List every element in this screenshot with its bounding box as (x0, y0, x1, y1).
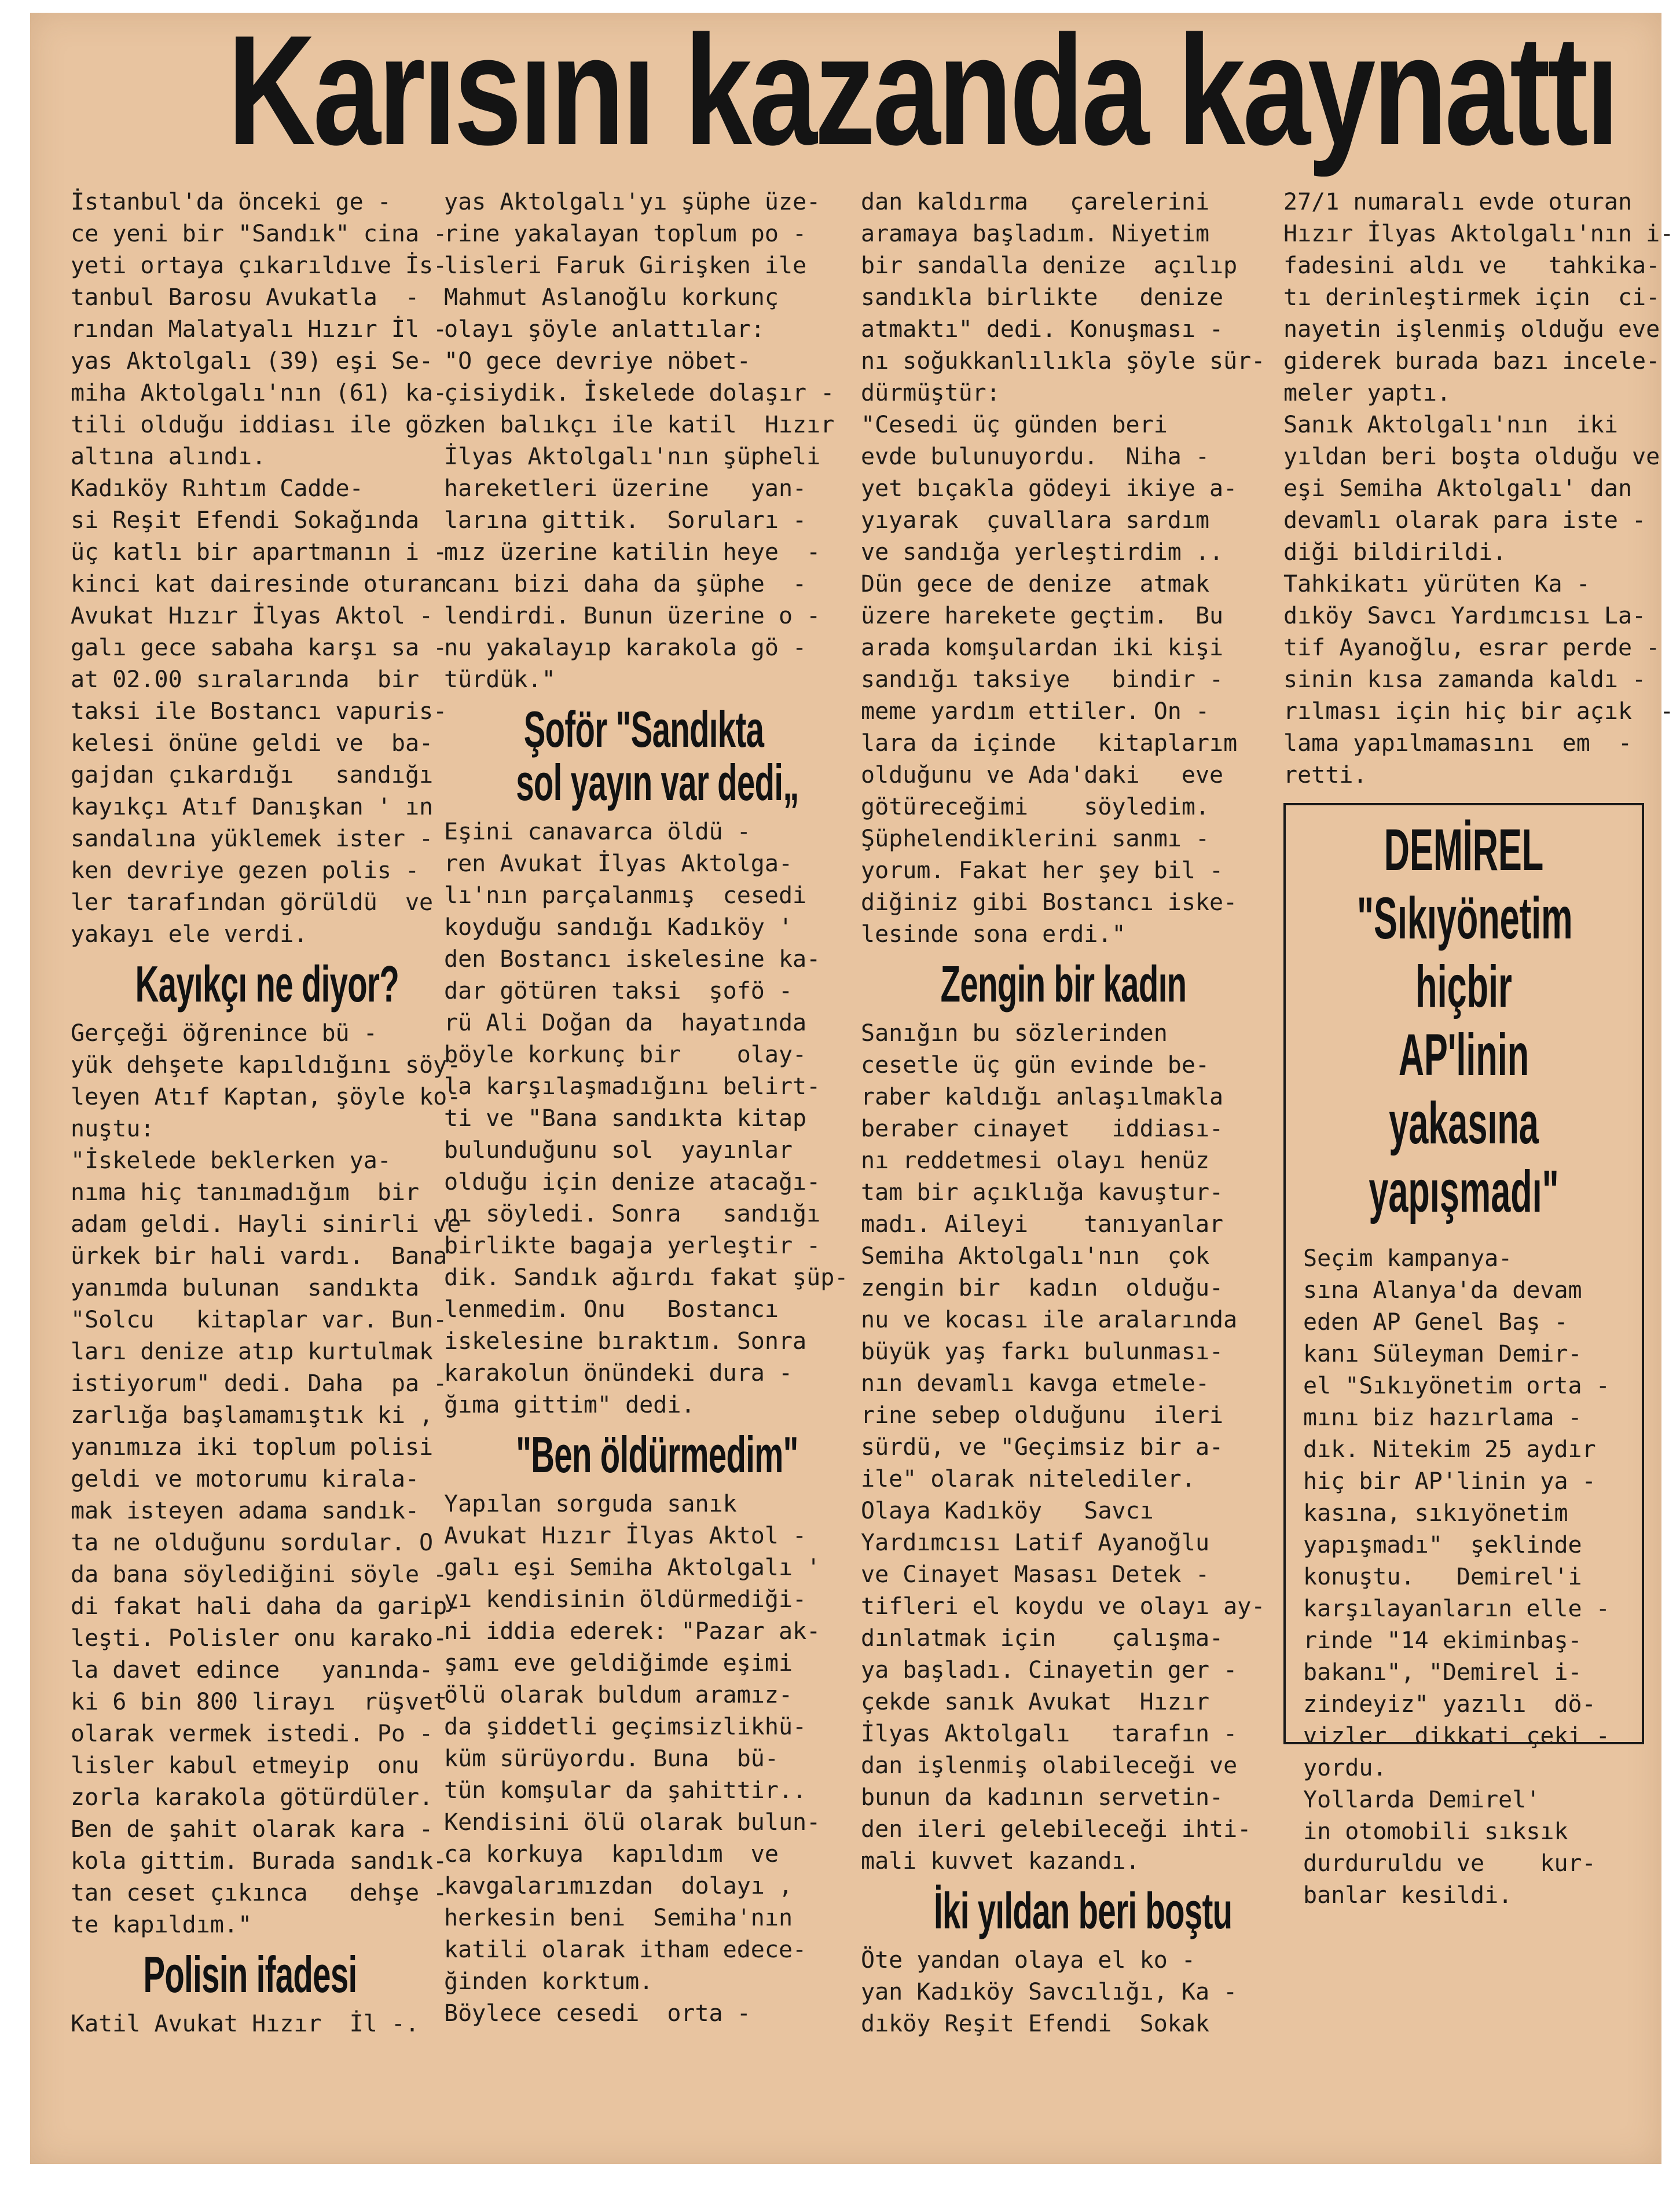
text-line: dınlatmak için çalışma- (861, 1625, 1224, 1652)
article-column-3 (861, 186, 1266, 2040)
text-line: meler yaptı. (1283, 380, 1451, 406)
text-line: taksi ile Bostancı vapuris- (71, 698, 447, 725)
text-line: Avukat Hızır İlyas Aktol - (71, 603, 434, 629)
text-line: ken balıkçı ile katil Hızır (444, 412, 835, 438)
text-line: rine yakalayan toplum po - (444, 221, 807, 247)
text-line: ile" olarak nitelediler. (861, 1466, 1195, 1492)
text-line: istiyorum" dedi. Daha pa - (71, 1370, 447, 1397)
text-line: larına gittik. Soruları - (444, 507, 807, 534)
text-line: atmaktı" dedi. Konuşması - (861, 316, 1224, 343)
text-line: galı eşi Semiha Aktolgalı ' (444, 1554, 821, 1581)
text-line: nu ve kocası ile aralarında (861, 1307, 1238, 1333)
article-column-4 (1283, 186, 1674, 1909)
text-line: sandığı taksiye bindir - (861, 666, 1224, 693)
text-line: ni iddia ederek: "Pazar ak- (444, 1618, 821, 1645)
text-line: dık. Nitekim 25 aydır (1303, 1436, 1596, 1463)
text-line: bir sandalla denize açılıp (861, 252, 1238, 279)
text-line: Mahmut Aslanoğlu korkunç (444, 284, 779, 311)
text-line: nı reddetmesi olayı henüz (861, 1147, 1210, 1174)
box-headline: AP'linin (1398, 1022, 1529, 1088)
text-line: nın devamlı kavga etmele- (861, 1370, 1210, 1397)
text-line: tif Ayanoğlu, esrar perde - (1283, 634, 1660, 661)
text-line: kelesi önüne geldi ve ba- (71, 730, 434, 757)
text-line: fadesini aldı ve tahkika- (1283, 252, 1660, 279)
text-line: lı'nın parçalanmış cesedi (444, 882, 807, 909)
text-line: galı gece sabaha karşı sa - (71, 634, 447, 661)
text-line: lenmedim. Onu Bostancı (444, 1296, 779, 1323)
text-line: Hızır İlyas Aktolgalı'nın i- (1283, 221, 1674, 247)
text-line: yanımıza iki toplum polisi (71, 1434, 434, 1461)
text-line: madı. Aileyi tanıyanlar (861, 1211, 1224, 1238)
text-line: sinin kısa zamanda kaldı - (1283, 666, 1646, 693)
text-line: devamlı olarak para iste - (1283, 507, 1646, 534)
demirel-sidebar-box (1283, 803, 1644, 1909)
text-line: altına alındı. (71, 443, 266, 470)
text-line: mak isteyen adama sandık- (71, 1498, 420, 1524)
text-line: "Cesedi üç günden beri (861, 412, 1168, 438)
text-line: Gerçeği öğrenince bü - (71, 1020, 377, 1047)
text-line: nayetin işlenmiş olduğu eve (1283, 316, 1660, 343)
text-line: la karşılaşmadığını belirt- (444, 1073, 821, 1100)
subheading: Polisin ifadesi (143, 1946, 357, 2003)
text-line: katili olarak itham edece- (444, 1936, 807, 1963)
text-line: durduruldu ve kur- (1303, 1850, 1596, 1877)
text-line: ğinden korktum. (444, 1968, 654, 1995)
paragraph (444, 1488, 843, 1998)
text-line: Sanık Aktolgalı'nın iki (1283, 412, 1618, 438)
text-line: diği bildirildi. (1283, 539, 1507, 566)
text-line: yıyarak çuvallara sardım (861, 507, 1210, 534)
lead-paragraph (71, 186, 475, 473)
text-line: dıköy Savcı Yardımcısı La- (1283, 603, 1646, 629)
subheading: İki yıldan beri boştu (934, 1882, 1233, 1939)
text-line: Ben de şahit olarak kara - (71, 1816, 434, 1843)
text-line: karşılayanların elle - (1303, 1596, 1610, 1622)
text-line: Eşini canavarca öldü - (444, 819, 751, 845)
paragraph (444, 346, 843, 696)
text-line: canı bizi daha da şüphe - (444, 571, 807, 597)
text-line: mız üzerine katilin heye - (444, 539, 821, 566)
text-line: miha Aktolgalı'nın (61) ka- (71, 380, 447, 406)
text-line: Öte yandan olaya el ko - (861, 1947, 1195, 1974)
text-line: adam geldi. Hayli sinirli ve (71, 1211, 461, 1238)
text-line: hiç bir AP'linin ya - (1303, 1468, 1596, 1495)
text-line: Olaya Kadıköy Savcı (861, 1498, 1154, 1524)
text-line: la davet edince yanında- (71, 1657, 434, 1683)
text-line: olduğunu ve Ada'daki eve (861, 762, 1224, 788)
text-line: yorum. Fakat her şey bil - (861, 857, 1224, 884)
text-line: "Solcu kitaplar var. Bun- (71, 1307, 447, 1333)
text-line: Dün gece de denize atmak (861, 571, 1210, 597)
text-line: 27/1 numaralı evde oturan (1283, 189, 1633, 215)
text-line: ta ne olduğunu sordular. O (71, 1530, 434, 1556)
text-line: ürkek bir hali vardı. Bana (71, 1243, 447, 1270)
text-line: ğıma gittim" dedi. (444, 1392, 695, 1418)
paragraph (1283, 409, 1660, 568)
text-line: dan işlenmiş olabileceği ve (861, 1752, 1238, 1779)
text-line: Katil Avukat Hızır İl -. (71, 2011, 420, 2037)
text-line: vizler dikkati çeki - (1303, 1723, 1610, 1749)
text-line: İlyas Aktolgalı'nın şüpheli (444, 443, 821, 470)
box-headline: DEMİREL (1384, 817, 1544, 883)
text-line: ce yeni bir "Sandık" cina - (71, 221, 447, 247)
text-line: sürdü, ve "Geçimsiz bir a- (861, 1434, 1224, 1461)
text-line: Semiha Aktolgalı'nın çok (861, 1243, 1210, 1270)
text-line: Seçim kampanya- (1303, 1245, 1513, 1272)
text-line: türdük." (444, 666, 556, 693)
paragraph (444, 816, 849, 1421)
text-line: "O gece devriye nöbet- (444, 348, 751, 375)
text-line: büyük yaş farkı bulunması- (861, 1338, 1224, 1365)
box-headline: hiçbir (1415, 953, 1512, 1019)
text-line: zorla karakola götürdüler. (71, 1784, 434, 1811)
text-line: bakanı", "Demirel i- (1303, 1659, 1582, 1686)
text-line: yas Aktolgalı (39) eşi Se- (71, 348, 434, 375)
text-line: Yollarda Demirel' (1303, 1787, 1540, 1813)
text-line: olayı şöyle anlattılar: (444, 316, 765, 343)
paragraph (71, 473, 447, 951)
text-line: koyduğu sandığı Kadıköy ' (444, 914, 793, 941)
text-line: at 02.00 sıralarında bir (71, 666, 420, 693)
box-body (1303, 1243, 1642, 1912)
text-line: leşti. Polisler onu karako- (71, 1625, 447, 1652)
text-line: tün komşular da şahittir.. (444, 1777, 807, 1804)
text-line: nı soğukkanlılıkla şöyle sür- (861, 348, 1265, 375)
text-line: Şüphelendiklerini sanmı - (861, 826, 1210, 852)
text-line: ki 6 bin 800 lirayı rüşvet (71, 1689, 447, 1715)
text-line: üzere harekete geçtim. Bu (861, 603, 1224, 629)
text-line: ve Cinayet Masası Detek - (861, 1561, 1210, 1588)
text-line: da şiddetli geçimsizlikhü- (444, 1714, 807, 1740)
text-line: kola gittim. Burada sandık- (71, 1848, 447, 1875)
text-line: Sanığın bu sözlerinden (861, 1020, 1168, 1047)
text-line: dıköy Reşit Efendi Sokak (861, 2011, 1210, 2037)
text-line: banlar kesildi. (1303, 1882, 1513, 1909)
text-line: in otomobili sıksık (1303, 1818, 1568, 1845)
text-line: olarak vermek istedi. Po - (71, 1721, 434, 1747)
text-line: yan Kadıköy Savcılığı, Ka - (861, 1979, 1238, 2005)
box-headline: yakasına (1389, 1090, 1539, 1156)
text-line: cesetle üç gün evinde be- (861, 1052, 1210, 1079)
text-line: rinde "14 ekiminbaş- (1303, 1627, 1582, 1654)
text-line: rılması için hiç bir açık - (1283, 698, 1674, 725)
text-line: dürmüştür: (861, 380, 1000, 406)
text-line: evde bulunuyordu. Niha - (861, 443, 1210, 470)
text-line: Tahkikatı yürüten Ka - (1283, 571, 1590, 597)
text-line: nı söyledi. Sonra sandığı (444, 1201, 821, 1227)
subheading: sol yayın var dedi„ (516, 754, 799, 811)
text-line: böyle korkunç bir olay- (444, 1041, 807, 1068)
text-line: eden AP Genel Baş - (1303, 1309, 1568, 1336)
paragraph (861, 186, 1266, 409)
subheading: Şoför "Sandıkta (523, 700, 764, 758)
text-line: nuştu: (71, 1116, 155, 1142)
text-line: gajdan çıkardığı sandığı (71, 762, 434, 788)
text-line: lisler kabul etmeyip onu (71, 1752, 420, 1779)
text-line: çisiydik. İskelede dolaşır - (444, 380, 835, 406)
text-line: ca korkuya kapıldım ve (444, 1841, 779, 1868)
text-line: kayıkçı Atıf Danışkan ' ın (71, 794, 434, 820)
text-line: yeti ortaya çıkarıldıve İs- (71, 252, 447, 279)
text-line: bulunduğunu sol yayınlar (444, 1137, 793, 1164)
paragraph (71, 1145, 461, 1941)
article-column-2 (444, 186, 849, 2030)
text-line: lama yapılmamasını em - (1283, 730, 1633, 757)
text-line: ölü olarak buldum aramız- (444, 1682, 793, 1708)
text-line: tan ceset çıkınca dehşe - (71, 1880, 447, 1906)
paragraph (1303, 1784, 1642, 1912)
text-line: herkesin beni Semiha'nın (444, 1905, 793, 1931)
text-line: di fakat hali daha da garip- (71, 1593, 461, 1620)
text-line: üç katlı bir apartmanın i - (71, 539, 447, 566)
subheading: Zengin bir kadın (940, 955, 1187, 1013)
text-line: meme yardım ettiler. On - (861, 698, 1210, 725)
box-headline: yapışmadı" (1369, 1158, 1559, 1224)
paragraph (1283, 568, 1674, 791)
text-line: tili olduğu iddiası ile göz - (71, 412, 475, 438)
text-line: rü Ali Doğan da hayatında (444, 1010, 807, 1036)
paragraph (861, 1495, 1266, 1877)
paragraph (861, 1945, 1266, 2040)
text-line: birlikte bagaja yerleştir - (444, 1233, 821, 1259)
text-line: diğiniz gibi Bostancı iske- (861, 889, 1238, 916)
text-line: sandalına yüklemek ister - (71, 826, 434, 852)
paragraph (861, 1018, 1266, 1495)
text-line: den Bostancı iskelesine ka- (444, 946, 821, 973)
text-line: raber kaldığı anlaşılmakla (861, 1084, 1224, 1110)
text-line: eşi Semiha Aktolgalı' dan (1283, 475, 1633, 502)
text-line: yakayı ele verdi. (71, 921, 308, 948)
text-line: yanımda bulunan sandıkta (71, 1275, 420, 1301)
text-line: te kapıldım." (71, 1912, 252, 1938)
text-line: ren Avukat İlyas Aktolga- (444, 850, 793, 877)
text-line: karakolun önündeki dura - (444, 1360, 793, 1387)
text-line: el "Sıkıyönetim orta - (1303, 1373, 1610, 1399)
text-line: ve sandığa yerleştirdim .. (861, 539, 1224, 566)
text-line: geldi ve motorumu kirala- (71, 1466, 420, 1492)
text-line: tifleri el koydu ve olayı ay- (861, 1593, 1265, 1620)
text-line: beraber cinayet iddiası- (861, 1116, 1224, 1142)
text-line: zindeyiz" yazılı dö- (1303, 1691, 1596, 1718)
text-line: iskelesine bıraktım. Sonra (444, 1328, 807, 1355)
article-column-1 (71, 186, 475, 2040)
text-line: olduğu için denize atacağı- (444, 1169, 821, 1195)
paragraph (1283, 186, 1674, 409)
text-line: İstanbul'da önceki ge - (71, 189, 391, 215)
paragraph (71, 2008, 430, 2040)
text-line: zarlığa başlamamıştık ki , (71, 1402, 434, 1429)
text-line: nıma hiç tanımadığım bir (71, 1179, 420, 1206)
text-line: hareketleri üzerine yan- (444, 475, 807, 502)
text-line: çekde sanık Avukat Hızır (861, 1689, 1210, 1715)
text-line: Yardımcısı Latif Ayanoğlu (861, 1530, 1210, 1556)
text-line: ler tarafından görüldü ve (71, 889, 434, 916)
paragraph (1303, 1243, 1642, 1784)
text-line: Yapılan sorguda sanık (444, 1491, 737, 1517)
paragraph (861, 409, 1266, 951)
text-line: kinci kat dairesinde oturan (71, 571, 447, 597)
text-line: ti ve "Bana sandıkta kitap (444, 1105, 807, 1132)
text-line: rından Malatyalı Hızır İl - (71, 316, 447, 343)
text-line: dan kaldırma çarelerini (861, 189, 1210, 215)
text-line: küm sürüyordu. Buna bü- (444, 1745, 779, 1772)
text-line: zengin bir kadın olduğu- (861, 1275, 1224, 1301)
text-line: tı derinleştirmek için ci- (1283, 284, 1660, 311)
text-line: tam bir açıklığa kavuştur- (861, 1179, 1224, 1206)
text-line: sına Alanya'da devam (1303, 1277, 1582, 1304)
text-line: yapışmadı" şeklinde (1303, 1532, 1582, 1558)
text-line: mını biz hazırlama - (1303, 1404, 1582, 1431)
subheading: "Ben öldürmedim" (516, 1426, 798, 1483)
text-line: da bana söylediğini söyle - (71, 1561, 447, 1588)
text-line: giderek burada bazı incele- (1283, 348, 1660, 375)
text-line: yordu. (1303, 1755, 1387, 1781)
headline: Karısını kazanda kaynattı (228, 3, 1617, 178)
text-line: yet bıçakla gödeyi ikiye a- (861, 475, 1238, 502)
text-line: kasına, sıkıyönetim (1303, 1500, 1568, 1527)
text-line: götüreceğimi söyledim. (861, 794, 1210, 820)
text-line: ya başladı. Cinayetin ger - (861, 1657, 1238, 1683)
text-line: Kadıköy Rıhtım Cadde- (71, 475, 364, 502)
text-line: bunun da kadının servetin- (861, 1784, 1224, 1811)
paragraph (444, 186, 843, 346)
text-line: şamı eve geldiğimde eşimi (444, 1650, 793, 1677)
subheading: Kayıkçı ne diyor? (135, 955, 399, 1013)
text-line: aramaya başladım. Niyetim (861, 221, 1210, 247)
text-line: dik. Sandık ağırdı fakat şüp- (444, 1264, 849, 1291)
text-line: yıldan beri boşta olduğu ve (1283, 443, 1660, 470)
text-line: ları denize atıp kurtulmak (71, 1338, 434, 1365)
text-line: Kendisini ölü olarak bulun- (444, 1809, 821, 1836)
text-line: Böylece cesedi orta - (444, 2000, 751, 2027)
text-line: si Reşit Efendi Sokağında (71, 507, 420, 534)
text-line: yı kendisinin öldürmediği- (444, 1586, 807, 1613)
newspaper-clipping (30, 3, 1674, 2164)
text-line: sandıkla birlikte denize (861, 284, 1224, 311)
text-line: ken devriye gezen polis - (71, 857, 420, 884)
text-line: mali kuvvet kazandı. (861, 1848, 1140, 1875)
text-line: nu yakalayıp karakola gö - (444, 634, 807, 661)
text-line: tanbul Barosu Avukatla - (71, 284, 420, 311)
text-line: kanı Süleyman Demir- (1303, 1341, 1582, 1367)
text-line: yas Aktolgalı'yı şüphe üze- (444, 189, 821, 215)
paragraph (444, 1998, 843, 2030)
text-line: lendirdi. Bunun üzerine o - (444, 603, 821, 629)
text-line: rine sebep olduğunu ileri (861, 1402, 1224, 1429)
text-line: arada komşulardan iki kişi (861, 634, 1224, 661)
text-line: lesinde sona erdi." (861, 921, 1126, 948)
text-line: retti. (1283, 762, 1367, 788)
text-line: lisleri Faruk Girişken ile (444, 252, 807, 279)
text-line: den ileri gelebileceği ihti- (861, 1816, 1252, 1843)
text-line: lara da içinde kitaplarım (861, 730, 1238, 757)
text-line: yük dehşete kapıldığını söy- (71, 1052, 461, 1079)
text-line: dar götüren taksi şofö - (444, 978, 793, 1004)
text-line: kavgalarımızdan dolayı , (444, 1873, 793, 1899)
text-line: İlyas Aktolgalı tarafın - (861, 1721, 1238, 1747)
text-line: leyen Atıf Kaptan, şöyle ko- (71, 1084, 461, 1110)
box-headline: "Sıkıyönetim (1357, 885, 1573, 951)
paragraph (71, 1018, 461, 1145)
text-line: konuştu. Demirel'i (1303, 1564, 1582, 1590)
text-line: "İskelede beklerken ya- (71, 1147, 391, 1174)
text-line: Avukat Hızır İlyas Aktol - (444, 1523, 807, 1549)
